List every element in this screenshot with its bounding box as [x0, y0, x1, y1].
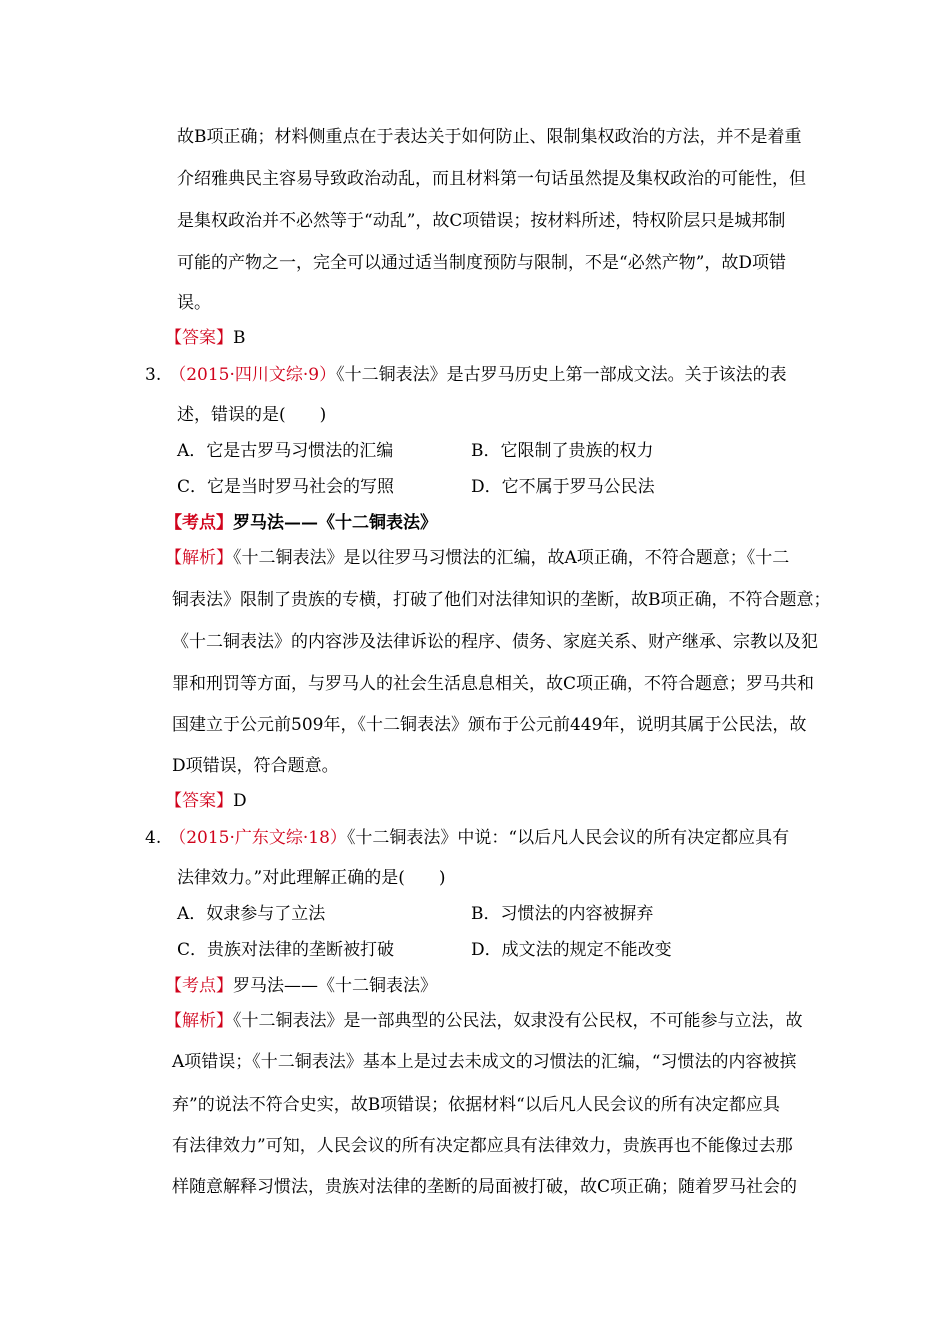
jiexi-line: 弃”的说法不符合史实，故B项错误；依据材料“以后凡人民会议的所有决定都应具 — [172, 1095, 780, 1115]
option-b: B．它限制了贵族的权力 — [471, 441, 654, 461]
jiexi-line: 有法律效力”可知，人民会议的所有决定都应具有法律效力，贵族再也不能像过去那 — [172, 1136, 793, 1156]
jiexi-line: 国建立于公元前509年，《十二铜表法》颁布于公元前449年，说明其属于公民法，故 — [172, 715, 807, 735]
answer-value: B — [233, 328, 246, 348]
answer-label: 【答案】 — [165, 791, 233, 811]
jiexi-line: 样随意解释习惯法，贵族对法律的垄断的局面被打破，故C项正确；随着罗马社会的 — [172, 1177, 798, 1197]
jiexi-line: D项错误，符合题意。 — [172, 756, 339, 776]
jiexi-line: 罪和刑罚等方面，与罗马人的社会生活息息相关，故C项正确，不符合题意；罗马共和 — [172, 674, 815, 694]
jiexi-line: A项错误；《十二铜表法》基本上是过去未成文的习惯法的汇编，“习惯法的内容被摈 — [172, 1052, 797, 1072]
question-4-stem — [145, 827, 789, 849]
option-a: A．奴隶参与了立法 — [177, 904, 326, 924]
answer-row — [165, 790, 247, 812]
jiexi-row — [165, 1010, 803, 1032]
question-source: （2015·广东文综·18） — [169, 828, 347, 848]
explanation-line: 是集权政治并不必然等于“动乱”，故C项错误；按材料所述，特权阶层只是城邦制 — [177, 211, 786, 231]
question-number: 4. — [145, 828, 162, 848]
option-d: D．成文法的规定不能改变 — [471, 940, 672, 960]
kaodian-row — [165, 512, 437, 534]
explanation-line: 可能的产物之一，完全可以通过适当制度预防与限制，不是“必然产物”，故D项错 — [177, 253, 787, 273]
option-b: B．习惯法的内容被摒弃 — [471, 904, 654, 924]
jiexi-text: 《十二铜表法》是一部典型的公民法，奴隶没有公民权，不可能参与立法，故 — [233, 1011, 803, 1031]
jiexi-row — [165, 547, 789, 569]
option-d: D．它不属于罗马公民法 — [471, 477, 655, 497]
kaodian-label: 【考点】 — [165, 976, 233, 996]
explanation-line: 故B项正确；材料侧重点在于表达关于如何防止、限制集权政治的方法，并不是着重 — [177, 127, 802, 147]
kaodian-row — [165, 975, 437, 997]
answer-label: 【答案】 — [165, 328, 233, 348]
question-3-stem — [145, 364, 787, 386]
question-stem-cont: 述，错误的是( ) — [177, 405, 327, 425]
explanation-line: 误。 — [177, 293, 211, 313]
kaodian-label: 【考点】 — [165, 513, 233, 533]
answer-row — [165, 327, 246, 349]
answer-value: D — [233, 791, 247, 811]
jiexi-line: 铜表法》限制了贵族的专横，打破了他们对法律知识的垄断，故B项正确，不符合题意； — [172, 590, 831, 610]
question-stem: 《十二铜表法》中说：“以后凡人民会议的所有决定都应具有 — [346, 828, 790, 848]
option-c: C．贵族对法律的垄断被打破 — [177, 940, 395, 960]
question-stem: 《十二铜表法》是古罗马历史上第一部成文法。关于该法的表 — [336, 365, 787, 385]
jiexi-label: 【解析】 — [165, 548, 233, 568]
jiexi-label: 【解析】 — [165, 1011, 233, 1031]
kaodian-value: 罗马法——《十二铜表法》 — [233, 513, 437, 533]
jiexi-line: 《十二铜表法》的内容涉及法律诉讼的程序、债务、家庭关系、财产继承、宗教以及犯 — [172, 632, 818, 652]
kaodian-value: 罗马法——《十二铜表法》 — [233, 976, 437, 996]
explanation-line: 介绍雅典民主容易导致政治动乱，而且材料第一句话虽然提及集权政治的可能性，但 — [177, 169, 806, 189]
option-c: C．它是当时罗马社会的写照 — [177, 477, 395, 497]
question-stem-cont: 法律效力。”对此理解正确的是( ) — [177, 868, 446, 888]
jiexi-text: 《十二铜表法》是以往罗马习惯法的汇编，故A项正确，不符合题意；《十二 — [233, 548, 790, 568]
option-a: A．它是古罗马习惯法的汇编 — [177, 441, 394, 461]
question-source: （2015·四川文综·9） — [169, 365, 337, 385]
question-number: 3. — [145, 365, 162, 385]
